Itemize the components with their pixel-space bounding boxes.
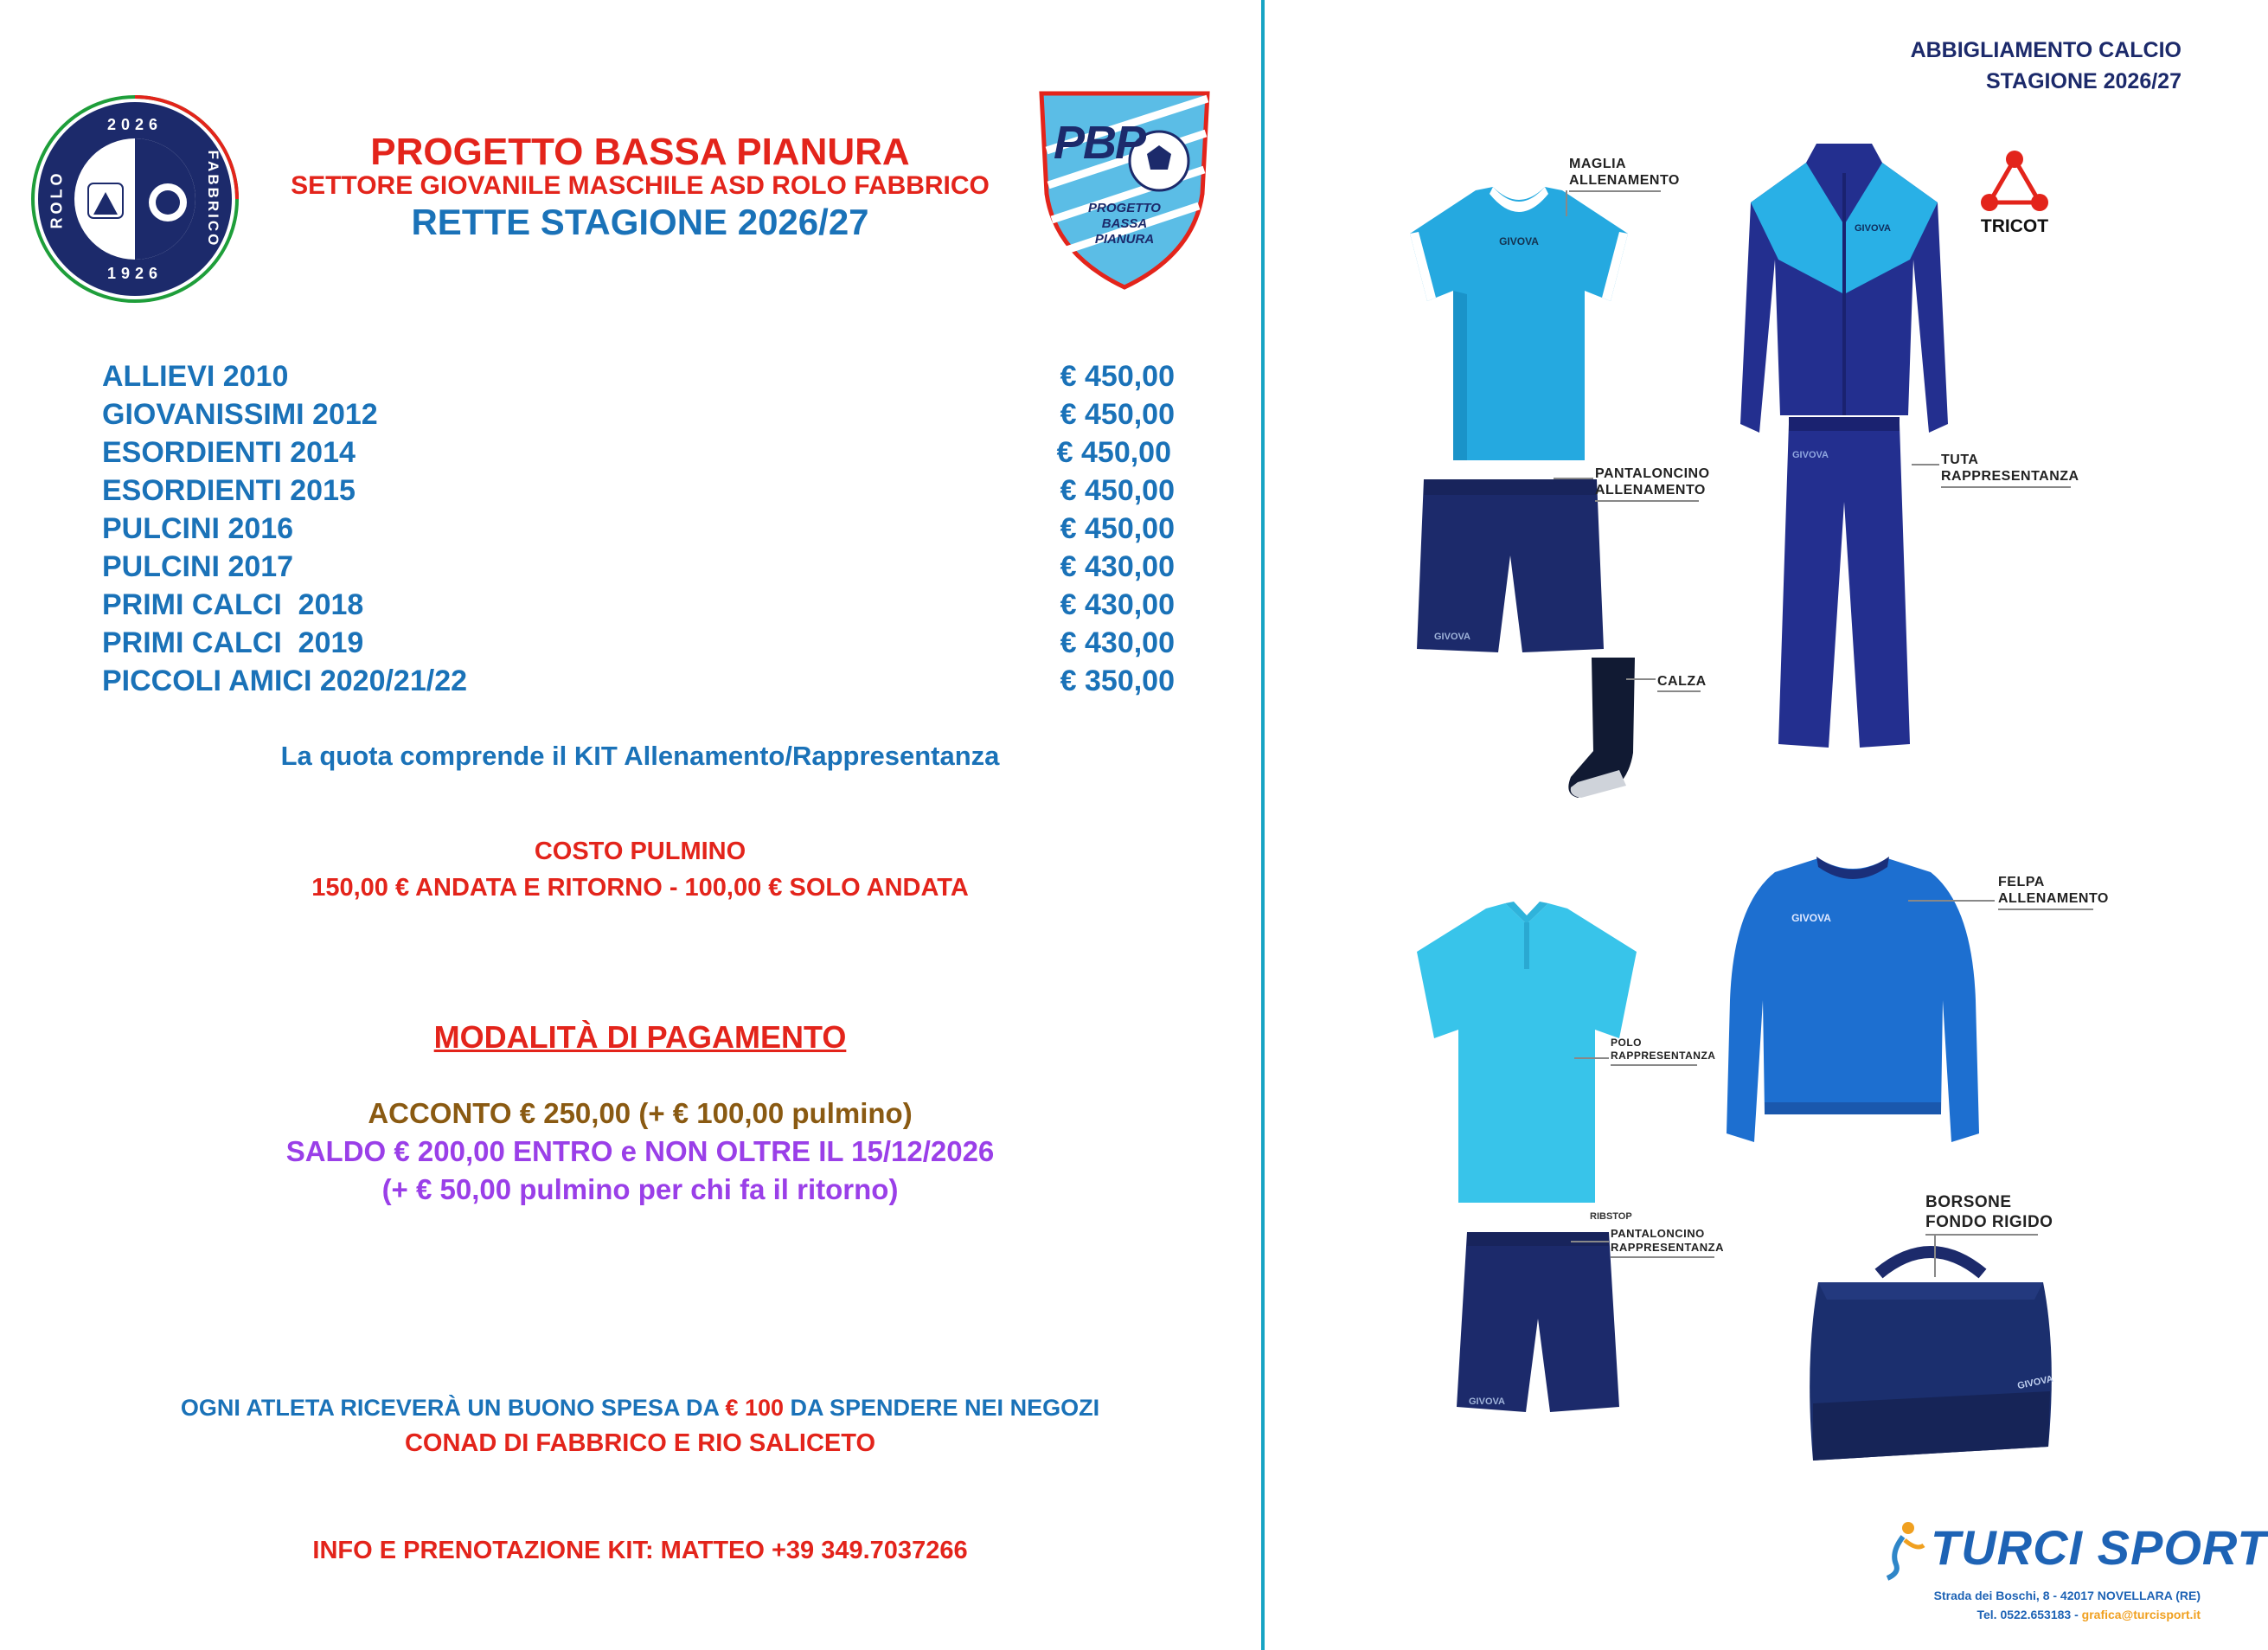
bag-brand: GIVOVA (2016, 1373, 2054, 1392)
training-shirt-image (1406, 182, 1631, 467)
label-bag-line1: BORSONE (1925, 1193, 2012, 1211)
tracksuit-image (1737, 138, 1951, 754)
pbp-logo (1038, 90, 1211, 291)
fee-category: PRIMI CALCI 2019 (102, 626, 364, 659)
voucher-text-c: DA SPENDERE NEI NEGOZI (784, 1395, 1100, 1421)
fee-price: € 350,00 (1060, 664, 1175, 697)
label-rep-shorts-line1: PANTALONCINO (1611, 1227, 1705, 1240)
leader-line (1574, 1057, 1609, 1059)
fee-row (102, 512, 1175, 550)
apparel-heading-line1: ABBIGLIAMENTO CALCIO (1910, 38, 2182, 62)
sponsor-name: TURCI SPORT (1931, 1520, 2268, 1575)
fee-category: PRIMI CALCI 2018 (102, 588, 364, 621)
leader-line (1657, 690, 1701, 692)
sweatshirt-image (1725, 853, 1981, 1147)
label-shirt-line2: ALLENAMENTO (1569, 173, 1680, 188)
bus-title: COSTO PULMINO (534, 838, 746, 865)
sponsor-address: Strada dei Boschi, 8 - 42017 NOVELLARA (RE) (1933, 1589, 2201, 1602)
leader-line (1908, 900, 1995, 902)
leader-line (1934, 1234, 1936, 1277)
leader-line (1912, 464, 1939, 465)
label-sweatshirt-line2: ALLENAMENTO (1998, 891, 2109, 906)
sponsor-logo (1877, 1516, 2268, 1646)
info-contact: INFO E PRENOTAZIONE KIT: MATTEO +39 349.7037266 (312, 1537, 968, 1564)
fee-price: € 450,00 (1056, 436, 1171, 469)
club-logo-bottom-year: 1926 (106, 265, 163, 282)
sweatshirt-brand: GIVOVA (1791, 912, 1831, 924)
label-rep-shorts-line2: RAPPRESENTANZA (1611, 1241, 1724, 1254)
fee-row (102, 474, 1175, 512)
fee-category: PULCINI 2016 (102, 512, 294, 545)
kit-note: La quota comprende il KIT Allenamento/Rappresentanza (280, 741, 1000, 771)
bus-detail: 150,00 € ANDATA E RITORNO - 100,00 € SOLO ANDATA (311, 874, 969, 902)
fee-category: PULCINI 2017 (102, 550, 294, 583)
tricot-logo-text: TRICOT (1980, 216, 2049, 236)
fee-category: ESORDIENTI 2014 (102, 436, 356, 469)
tracksuit-jacket-brand: GIVOVA (1855, 223, 1891, 234)
header-title: PROGETTO BASSA PIANURA (370, 131, 910, 173)
tracksuit-pants-brand: GIVOVA (1792, 450, 1829, 460)
sponsor-email[interactable]: grafica@turcisport.it (2081, 1608, 2201, 1621)
fee-price: € 450,00 (1060, 474, 1175, 507)
leader-line (1611, 1256, 1714, 1258)
polo-image (1410, 900, 1643, 1210)
fee-price: € 430,00 (1060, 588, 1175, 621)
page-divider (1261, 0, 1265, 1650)
fee-row (102, 664, 1175, 703)
header-season: RETTE STAGIONE 2026/27 (411, 202, 869, 242)
apparel-heading-line2: STAGIONE 2026/27 (1985, 69, 2182, 93)
label-sock: CALZA (1657, 674, 1707, 689)
leader-line (1925, 1234, 2038, 1236)
club-logo-left-text: ROLO (48, 170, 66, 229)
label-tracksuit-line2: RAPPRESENTANZA (1941, 469, 2079, 484)
payment-deposit: ACCONTO € 250,00 (+ € 100,00 pulmino) (368, 1097, 913, 1129)
tricot-logo (1976, 149, 2053, 244)
leader-line (1941, 486, 2071, 488)
bag-image (1801, 1248, 2060, 1471)
fee-category: ESORDIENTI 2015 (102, 474, 356, 507)
label-tracksuit-line1: TUTA (1941, 453, 1979, 467)
fee-price: € 450,00 (1060, 398, 1175, 431)
training-shirt-brand: GIVOVA (1499, 235, 1539, 247)
label-sweatshirt-line1: FELPA (1998, 875, 2045, 889)
fee-category: ALLIEVI 2010 (102, 360, 289, 393)
rep-shorts-image (1455, 1229, 1621, 1417)
training-shorts-image (1415, 476, 1605, 654)
label-polo-line2: RAPPRESENTANZA (1611, 1050, 1716, 1062)
label-bag-line2: FONDO RIGIDO (1925, 1213, 2053, 1231)
fee-row (102, 550, 1175, 588)
label-polo-line1: POLO (1611, 1037, 1643, 1049)
fee-row (102, 588, 1175, 626)
runner-icon (1879, 1521, 1931, 1582)
leader-line (1611, 1064, 1697, 1066)
club-logo (31, 95, 239, 303)
voucher-line2: CONAD DI FABBRICO E RIO SALICETO (404, 1429, 876, 1457)
fee-row (102, 436, 1175, 474)
sponsor-contact (1976, 1608, 2201, 1621)
payment-title: MODALITÀ DI PAGAMENTO (433, 1019, 847, 1055)
leader-line (1626, 678, 1656, 680)
fee-price: € 430,00 (1060, 550, 1175, 583)
training-shorts-brand: GIVOVA (1434, 632, 1470, 642)
leader-line (1998, 908, 2093, 910)
fee-price: € 450,00 (1060, 512, 1175, 545)
leader-line (1569, 190, 1661, 192)
label-training-shorts-line2: ALLENAMENTO (1595, 483, 1706, 498)
header-subtitle: SETTORE GIOVANILE MASCHILE ASD ROLO FABBRICO (291, 171, 990, 200)
club-logo-right-text: FABBRICO (205, 150, 221, 248)
payment-balance: SALDO € 200,00 ENTRO e NON OLTRE IL 15/12/2026 (285, 1135, 995, 1167)
rep-shorts-brand: GIVOVA (1469, 1396, 1505, 1407)
sponsor-phone: Tel. 0522.653183 - (1976, 1608, 2082, 1621)
fee-category: GIOVANISSIMI 2012 (102, 398, 378, 431)
voucher-amount: € 100 (725, 1395, 785, 1421)
fee-category: PICCOLI AMICI 2020/21/22 (102, 664, 468, 697)
club-logo-top-year: 2026 (106, 116, 163, 133)
fee-price: € 450,00 (1060, 360, 1175, 393)
leader-line (1595, 500, 1699, 502)
pbp-logo-name: PROGETTO BASSA PIANURA (1088, 201, 1161, 247)
voucher-line1 (35, 1395, 1246, 1422)
fee-price: € 430,00 (1060, 626, 1175, 659)
fee-row (102, 360, 1175, 398)
leader-line (1571, 1241, 1609, 1242)
pbp-logo-initials: PBP (1054, 117, 1145, 169)
leader-line (1554, 478, 1593, 479)
leader-line (1566, 190, 1567, 216)
fee-row (102, 398, 1175, 436)
ripstop-tag: RIBSTOP (1590, 1211, 1632, 1222)
label-shirt-line1: MAGLIA (1569, 157, 1627, 171)
label-training-shorts-line1: PANTALONCINO (1595, 466, 1710, 481)
fee-row (102, 626, 1175, 664)
payment-balance-note: (+ € 50,00 pulmino per chi fa il ritorno) (381, 1173, 899, 1205)
voucher-text-a: OGNI ATLETA RICEVERÀ UN BUONO SPESA DA (180, 1395, 726, 1421)
